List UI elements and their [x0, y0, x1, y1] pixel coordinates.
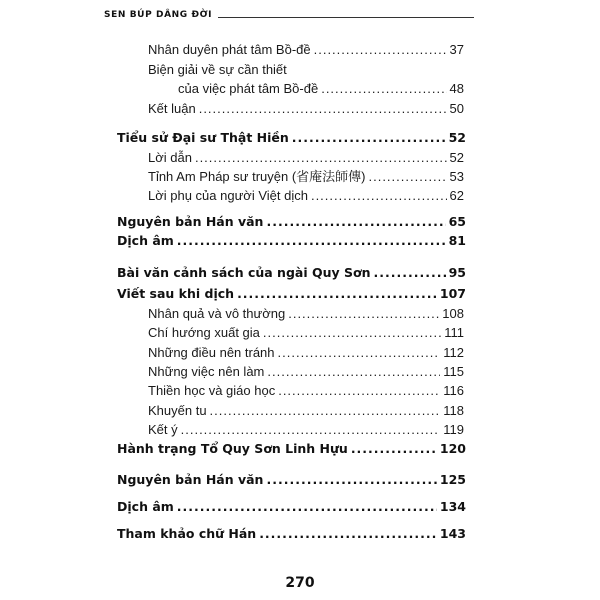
toc-section-title: Dịch âm	[117, 233, 174, 248]
toc-leader-dots	[195, 148, 447, 168]
toc-entry-title: Lời phụ của người Việt dịch	[148, 188, 308, 203]
toc-section[interactable]	[117, 231, 466, 251]
toc-entry[interactable]	[148, 323, 464, 343]
toc-leader-dots	[210, 401, 441, 421]
toc-section[interactable]	[117, 497, 466, 517]
toc-entry-page: 111	[444, 325, 464, 340]
toc-section[interactable]	[117, 470, 466, 490]
toc-entry-page: 112	[443, 345, 464, 360]
toc-entry[interactable]	[148, 40, 464, 60]
toc-entry[interactable]	[148, 99, 464, 119]
toc-section-page: 120	[439, 441, 466, 456]
toc-section[interactable]	[117, 212, 466, 232]
toc-entry[interactable]	[148, 420, 464, 440]
toc-entry-title: Chí hướng xuất gia	[148, 325, 260, 340]
toc-entry-page: 37	[449, 42, 464, 57]
toc-leader-dots	[259, 524, 437, 544]
toc-leader-dots	[199, 99, 447, 119]
toc-entry[interactable]	[148, 186, 464, 206]
toc-entry-page: 119	[443, 422, 464, 437]
toc-leader-dots	[278, 381, 440, 401]
toc-entry-page: 62	[449, 188, 464, 203]
toc-entry-title: Những việc nên làm	[148, 364, 265, 379]
toc-entry-title: Tỉnh Am Pháp sư truyện (省庵法師傳)	[148, 169, 366, 184]
page-number: 270	[285, 575, 315, 591]
toc-leader-dots	[266, 470, 436, 490]
toc-section[interactable]	[117, 284, 466, 304]
toc-section-page: 95	[448, 265, 466, 280]
toc-entry-title: Thiền học và giáo học	[148, 383, 276, 398]
toc-section-page: 125	[439, 472, 466, 487]
toc-entry-page: 116	[443, 383, 464, 398]
toc-entry-title: Nhân quả và vô thường	[148, 306, 286, 321]
toc-entry-page: 118	[443, 403, 464, 418]
toc-section[interactable]	[117, 524, 466, 544]
toc-entry[interactable]	[148, 304, 464, 324]
toc-section-title: Hành trạng Tổ Quy Sơn Linh Hựu	[117, 441, 348, 456]
toc-entry-title: của việc phát tâm Bồ-đề	[178, 81, 319, 96]
toc-entry-title: Lời dẫn	[148, 150, 192, 165]
toc-section-page: 134	[439, 499, 466, 514]
toc-section-title: Tiểu sử Đại sư Thật Hiền	[117, 130, 289, 145]
toc-entry-page: 115	[443, 364, 464, 379]
toc-section-page: 65	[448, 214, 466, 229]
toc-entry[interactable]	[148, 362, 464, 382]
toc-leader-dots	[311, 186, 447, 206]
toc-entry-title: Nhân duyên phát tâm Bồ-đề	[148, 42, 311, 57]
toc-section-title: Bài văn cảnh sách của ngài Quy Sơn	[117, 265, 371, 280]
toc-leader-dots	[321, 79, 446, 99]
toc-entry-page: 52	[449, 150, 464, 165]
toc-section-title: Nguyên bản Hán văn	[117, 472, 264, 487]
toc-section-page: 143	[439, 526, 466, 541]
toc-leader-dots	[351, 439, 437, 459]
toc-leader-dots	[237, 284, 437, 304]
toc-leader-dots	[267, 362, 440, 382]
toc-section-page: 52	[448, 130, 466, 145]
toc-leader-dots	[177, 497, 437, 517]
toc-leader-dots	[314, 40, 447, 60]
toc-entry[interactable]	[148, 401, 464, 421]
toc-section-title: Tham khảo chữ Hán	[117, 526, 257, 541]
toc-entry[interactable]	[148, 381, 464, 401]
toc-section-page: 107	[439, 286, 466, 301]
toc-section-title: Dịch âm	[117, 499, 174, 514]
toc-entry[interactable]	[178, 79, 464, 99]
toc-leader-dots	[177, 231, 446, 251]
toc-entry[interactable]	[148, 343, 464, 363]
toc-entry-page: 53	[449, 169, 464, 184]
toc-entry-title: Kết luận	[148, 101, 196, 116]
toc-entry[interactable]	[148, 167, 464, 187]
toc-entry-title: Khuyến tu	[148, 403, 207, 418]
toc-entry[interactable]	[148, 148, 464, 168]
book-title: SEN BÚP DÂNG ĐỜI	[104, 10, 213, 20]
toc-leader-dots	[368, 167, 446, 187]
toc-entry-page: 48	[449, 81, 464, 96]
toc-section-title: Nguyên bản Hán văn	[117, 214, 264, 229]
toc-entry-title-line[interactable]: Biện giải về sự cần thiết	[148, 62, 287, 77]
toc-entry-page: 108	[442, 306, 464, 321]
toc-section-page: 81	[448, 233, 466, 248]
toc-entry-page: 50	[449, 101, 464, 116]
toc-leader-dots	[374, 263, 446, 283]
toc-leader-dots	[263, 323, 441, 343]
toc-section[interactable]	[117, 263, 466, 283]
toc-entry-title: Kết ý	[148, 422, 178, 437]
toc-leader-dots	[266, 212, 445, 232]
toc-section-title: Viết sau khi dịch	[117, 286, 235, 301]
toc-leader-dots	[181, 420, 441, 440]
toc-leader-dots	[278, 343, 441, 363]
toc-section[interactable]	[117, 439, 466, 459]
toc-section[interactable]	[117, 128, 466, 148]
toc-leader-dots	[288, 304, 439, 324]
toc-leader-dots	[292, 128, 446, 148]
toc-entry-title: Những điều nên tránh	[148, 345, 275, 360]
